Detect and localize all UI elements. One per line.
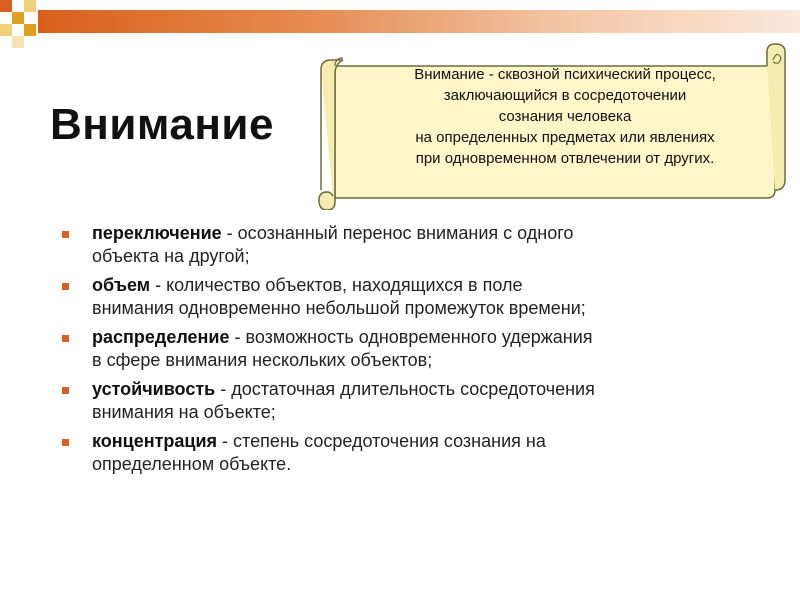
bullet-text: - степень сосредоточения сознания на: [217, 431, 546, 451]
corner-square: [0, 0, 12, 12]
corner-square: [12, 12, 24, 24]
definition-line: на определенных предметах или явлениях: [415, 129, 715, 146]
bullet-marker: [62, 439, 69, 446]
definition-text: [345, 64, 785, 169]
corner-squares-decoration: [0, 0, 48, 48]
list-item: [62, 222, 762, 268]
definition-line: заключающийся в сосредоточении: [443, 87, 687, 104]
corner-square: [24, 0, 36, 12]
list-item: [62, 274, 762, 320]
corner-square: [24, 24, 36, 36]
bullet-list: [62, 222, 762, 482]
bullet-line: внимания одновременно небольшой промежуток времени;: [92, 298, 586, 318]
list-item: [62, 326, 762, 372]
bullet-marker: [62, 231, 69, 238]
bullet-line: объекта на другой;: [92, 246, 250, 266]
bullet-marker: [62, 335, 69, 342]
bullet-text: - осознанный перенос внимания с одного: [221, 223, 574, 243]
bullet-line: определенном объекте.: [92, 454, 292, 474]
definition-scroll: [315, 40, 795, 210]
bullet-line: внимания на объекте;: [92, 402, 276, 422]
bullet-text: - достаточная длительность сосредоточения: [215, 379, 595, 399]
definition-line: при одновременном отвлечении от других.: [415, 150, 715, 167]
bullet-line: [92, 222, 762, 245]
bullet-line: [92, 430, 762, 453]
bullet-term: объем: [92, 275, 151, 295]
bullet-term: распределение: [92, 327, 230, 347]
bullet-term: переключение: [92, 223, 222, 243]
bullet-text: - возможность одновременного удержания: [229, 327, 593, 347]
bullet-line: [92, 326, 762, 349]
slide-title: Внимание: [50, 100, 274, 149]
definition-line: сознания человека: [498, 108, 632, 125]
definition-line: Внимание - сквозной психический процесс,: [414, 66, 716, 83]
corner-square: [0, 24, 12, 36]
list-item: [62, 430, 762, 476]
bullet-marker: [62, 283, 69, 290]
bullet-line: в сфере внимания нескольких объектов;: [92, 350, 433, 370]
bullet-line: [92, 274, 762, 297]
bullet-text: - количество объектов, находящихся в поле: [150, 275, 523, 295]
bullet-marker: [62, 387, 69, 394]
list-item: [62, 378, 762, 424]
bullet-term: концентрация: [92, 431, 218, 451]
corner-square: [12, 36, 24, 48]
bullet-term: устойчивость: [92, 379, 216, 399]
header-decoration-bar: [38, 10, 800, 33]
bullet-line: [92, 378, 762, 401]
